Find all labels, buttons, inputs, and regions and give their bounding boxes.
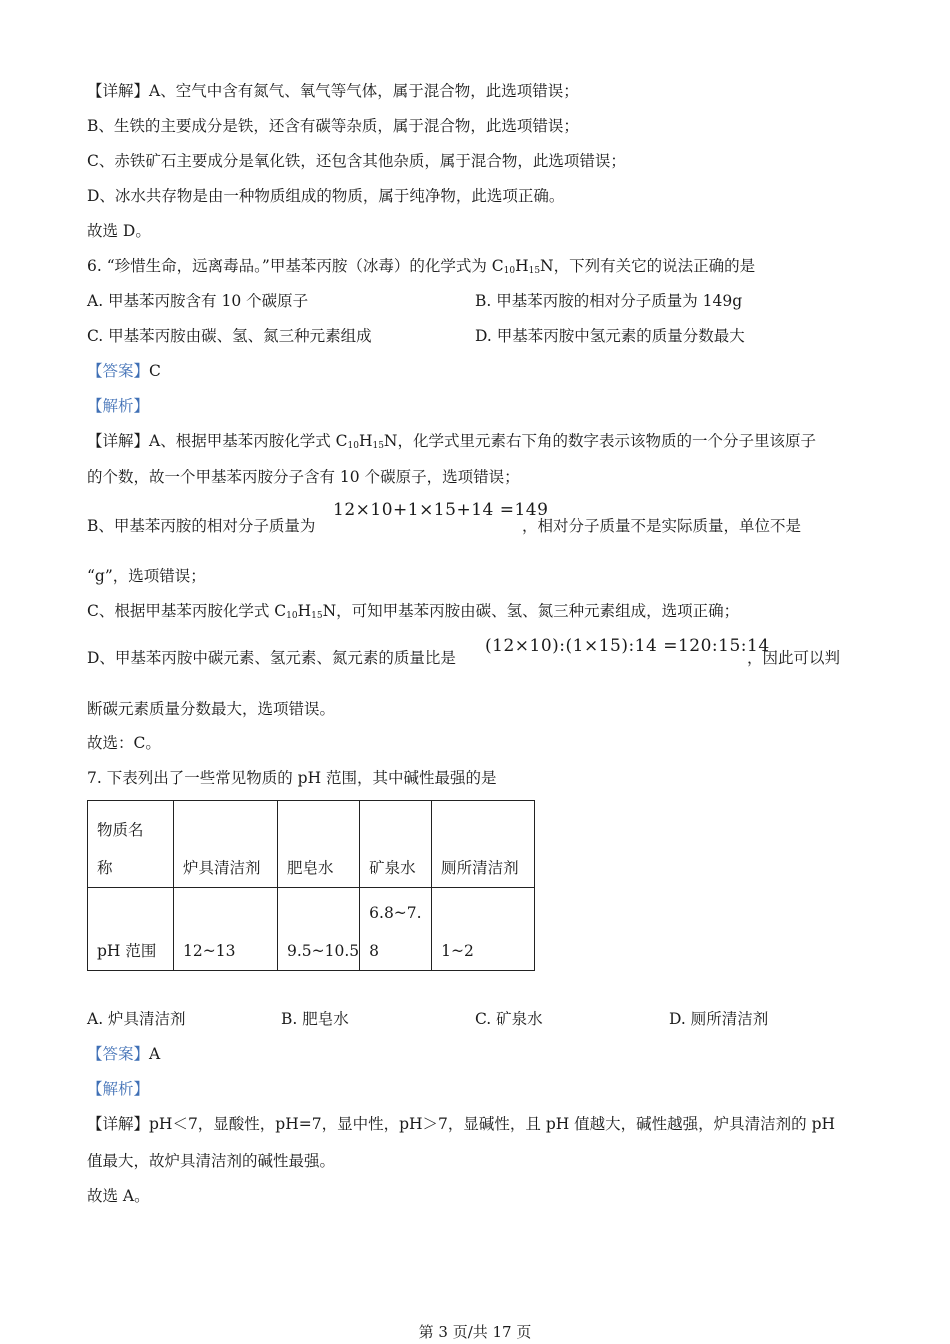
q6-option-d: D. 甲基苯丙胺中氢元素的质量分数最大: [475, 327, 745, 345]
table-header-row: [88, 801, 535, 888]
q6-conclusion: 故选：C。: [87, 734, 161, 752]
q7-option-d: D. 厕所清洁剂: [669, 1010, 769, 1028]
q6-answer: 【答案】C: [87, 362, 161, 380]
q6-stem: 6. “珍惜生命，远离毒品。”甲基苯丙胺（冰毒）的化学式为 $C_{10}H_{15}N$，下列有关它的说法正确的是: [87, 257, 756, 276]
q6-detail-c: C、根据甲基苯丙胺化学式 $C_{10}H_{15}N$，可知甲基苯丙胺由碳、氢、氮三种元素组成，选项正确；: [87, 602, 740, 621]
q7-detail-2: 值最大，故炉具清洁剂的碱性最强。: [87, 1152, 336, 1170]
q6-detail-d-post: ，因此可以判: [747, 649, 841, 667]
q6-option-c: C. 甲基苯丙胺由碳、氢、氮三种元素组成: [87, 327, 372, 345]
q7-answer: 【答案】A: [87, 1045, 161, 1063]
q6-analysis-label: 【解析】: [87, 397, 150, 415]
q5-detail-c: C、赤铁矿石主要成分是氧化铁，还包含其他杂质，属于混合物，此选项错误；: [87, 152, 626, 170]
table-header-cell: 炉具清洁剂: [174, 801, 278, 888]
table-header-cell: 矿泉水: [360, 801, 432, 888]
q5-conclusion: 故选 D。: [87, 222, 151, 240]
q6-detail-b-post: ，相对分子质量不是实际质量，单位不是: [522, 517, 802, 535]
q6-option-b: B. 甲基苯丙胺的相对分子质量为 149g: [475, 292, 743, 310]
q7-option-b: B. 肥皂水: [281, 1010, 349, 1028]
q7-detail-1: 【详解】pH＜7，显酸性，pH=7，显中性，pH＞7，显碱性，且 pH 值越大，碱性越强，炉具清洁剂的 pH: [87, 1115, 836, 1133]
q6-detail-d-pre: D、甲基苯丙胺中碳元素、氢元素、氮元素的质量比是: [87, 649, 456, 667]
q6-detail-b-pre: B、甲基苯丙胺的相对分子质量为: [87, 517, 316, 535]
q6-detail-a2: 的个数，故一个甲基苯丙胺分子含有 10 个碳原子，选项错误；: [87, 468, 520, 486]
q5-detail-a: 【详解】A、空气中含有氮气、氧气等气体，属于混合物，此选项错误；: [87, 82, 579, 100]
q7-option-a: A. 炉具清洁剂: [87, 1010, 186, 1028]
table-cell: 1~2: [432, 888, 535, 971]
formula-mass-ratio: (12×10):(1×15):14 =120:15:14: [485, 636, 770, 656]
q7-stem: 7. 下表列出了一些常见物质的 pH 范围，其中碱性最强的是: [87, 769, 497, 787]
q6-detail-d2: 断碳元素质量分数最大，选项错误。: [87, 700, 336, 718]
table-row: [88, 888, 535, 971]
q7-option-c: C. 矿泉水: [475, 1010, 543, 1028]
table-header-cell: 物质名 称: [88, 801, 174, 888]
q5-detail-b: B、生铁的主要成分是铁，还含有碳等杂质，属于混合物，此选项错误；: [87, 117, 579, 135]
formula-molecular-mass: 12×10+1×15+14 =149: [333, 500, 549, 520]
q6-detail-b2: “g”，选项错误；: [87, 567, 206, 585]
page-footer: 第 3 页/共 17 页: [418, 1323, 532, 1341]
q7-conclusion: 故选 A。: [87, 1187, 150, 1205]
q6-option-a: A. 甲基苯丙胺含有 10 个碳原子: [87, 292, 309, 310]
ph-table: [87, 800, 535, 971]
table-cell: 12~13: [174, 888, 278, 971]
table-cell: 9.5~10.5: [278, 888, 360, 971]
table-cell: pH 范围: [88, 888, 174, 971]
table-header-cell: 厕所清洁剂: [432, 801, 535, 888]
table-header-cell: 肥皂水: [278, 801, 360, 888]
q6-detail-a1: 【详解】A、根据甲基苯丙胺化学式 $C_{10}H_{15}N$，化学式里元素右下角的数字表示该物质的一个分子里该原子: [87, 432, 816, 451]
q7-analysis-label: 【解析】: [87, 1080, 150, 1098]
q5-detail-d: D、冰水共存物是由一种物质组成的物质，属于纯净物，此选项正确。: [87, 187, 565, 205]
table-cell: 6.8~7. 8: [360, 888, 432, 971]
